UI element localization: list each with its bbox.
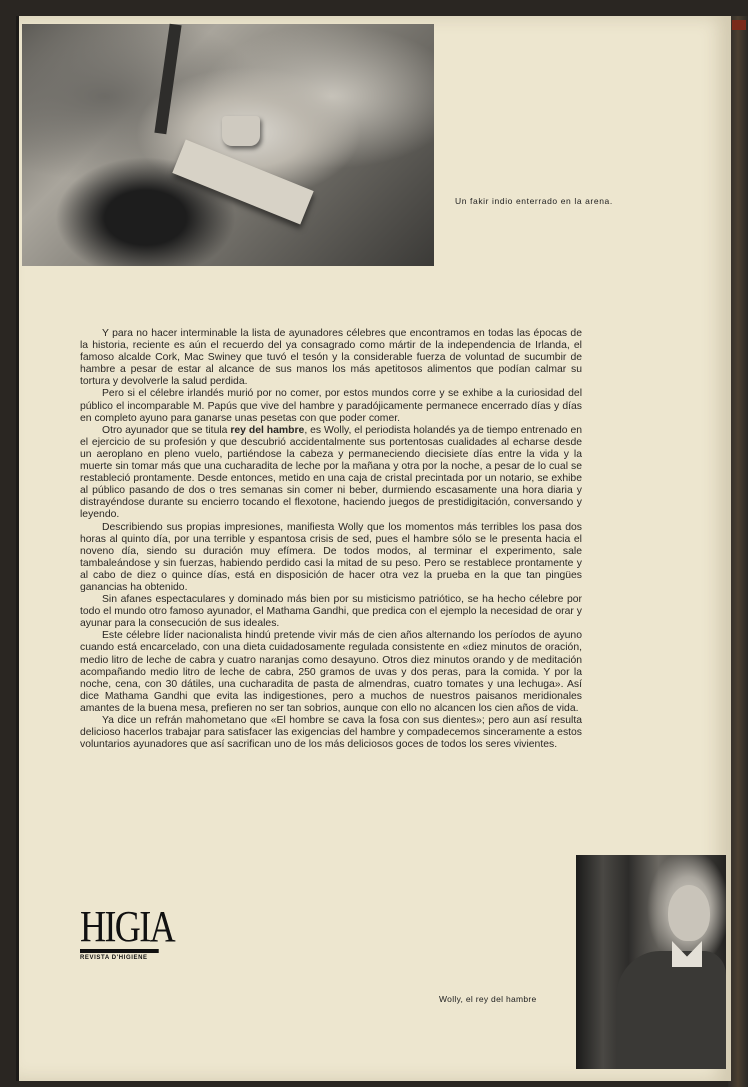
page-tab-marker: [732, 20, 746, 30]
higia-logo: [80, 902, 175, 965]
photo-cup: [222, 116, 260, 146]
binding-edge: [728, 16, 748, 1087]
paragraph: [80, 425, 582, 522]
paragraph-text: Pero si el célebre irlandés murió por no comer, por estos mundos corre y se exhibe a la curiosidad del público el incomparable M. Papús que vive del hambre y paradójicamente permanece encerrado días y días en completo ayuno para ganarse unas pesetas con que poder comer.: [80, 388, 582, 424]
paragraph-text: Otro ayunador que se titula: [102, 424, 231, 436]
paragraph-text: , es Wolly, el periodista holandés ya de tiempo entrenado en el ejercicio de su profesión y que descubrió accidentalmente sus portentosas cualidades al echarse desde un aeroplano en pleno vuelo, partiéndose la cabeza y permaneciendo diecisiete días entre la vida y la muerte sin tomar más que una cucharadita de leche por la mañana y otra por la noche, a pesar de lo cual se restableció prontamente. Desde entonces, metido en una caja de cristal precintada por un notario, se exhibe al público pasando de dos o tres semanas sin comer ni beber, durmiendo escasamente una hora diaria y distrayéndose durante su encierro tocando el flexotone, haciendo juegos de prestidigitación, conversando y leyendo.: [80, 424, 583, 521]
portrait-face: [668, 885, 710, 941]
paragraph: Sin afanes espectaculares y dominado más bien por su misticismo patriótico, se ha hecho célebre por todo el mundo otro famoso ayunador, el Mathama Gandhi, que predica con el ejemplo la necesidad de orar y ayunar para la consecución de sus ideales.: [80, 594, 582, 630]
portrait-coat: [616, 951, 726, 1069]
paragraph: Y para no hacer interminable la lista de ayunadores célebres que encontramos en todas las épocas de la historia, reciente es aún el recuerdo del ya consagrado como mártir de la independencia de Irlanda, el famoso alcalde Cork, Mac Swiney que tuvó el tesón y la considerable fuerza de voluntad de sucumbir de hambre a pesar de estar al alcance de sus manos los más apetitosos alimentos que podían calmar su tortura y devolverle la salud perdida.: [80, 328, 582, 388]
fakir-caption: Un fakir indio enterrado en la arena.: [455, 196, 613, 206]
fakir-photo: [22, 24, 434, 266]
logo-subtitle: REVISTA D'HIGIENE: [80, 955, 148, 961]
paragraph: Ya dice un refrán mahometano que «El hombre se cava la fosa con sus dientes»; pero aun así resulta delicioso hacerlos trabajar para satisfacer las exigencias del hambre y compadecemos sinceramente a estos voluntarios ayunadores que así sacrifican uno de los más deliciosos goces de todos los seres vivientes.: [80, 715, 582, 751]
wolly-caption: Wolly, el rey del hambre: [439, 994, 537, 1004]
paragraph: Describiendo sus propias impresiones, manifiesta Wolly que los momentos más terribles los pasa dos horas al quinto día, por una terrible y espantosa crisis de sed, pues el hambre sólo se le presenta hacia el noveno día, siendo su duración muy efímera. De todos modos, al terminar el experimento, sale tambaleándose y sin fuerzas, habiendo perdido casi la mitad de su peso. Pero se restablece prontamente y al cabo de diez o quince días, está en disposición de hacer otra vez la prueba en la que tan pingües ganancias ha obtenido.: [80, 521, 582, 593]
paragraph: Este célebre líder nacionalista hindú pretende vivir más de cien años alternando los períodos de ayuno cuando está encarcelado, con una dieta cuidadosamente regulada consistente en «diez minutos de oración, medio litro de leche de cabra y cuatro naranjas como desayuno. Otros diez minutos orando y de meditación acompañando medio litro de leche de cabra, 250 gramos de uvas y dos peras, para la comida. Y por la noche, cena, con 30 dátiles, una cucharadita de pasta de almendras, cuatro tomates y una lechuga». Así dice Mathama Gandhi que evita las indigestiones, pero a muchos de nuestros paisanos meridionales amantes de la buena mesa, prefieren no ser tan sobrios, aunque con ello no alcancen los cien años de vida.: [80, 630, 582, 714]
bold-term: rey del hambre: [230, 424, 305, 436]
article-body: [80, 328, 582, 751]
photo-shadow-stick: [154, 24, 181, 135]
photo-box: [172, 139, 313, 224]
wolly-portrait: [576, 855, 726, 1069]
logo-mark: HIGIA: [80, 902, 175, 951]
paragraph: [80, 388, 582, 424]
